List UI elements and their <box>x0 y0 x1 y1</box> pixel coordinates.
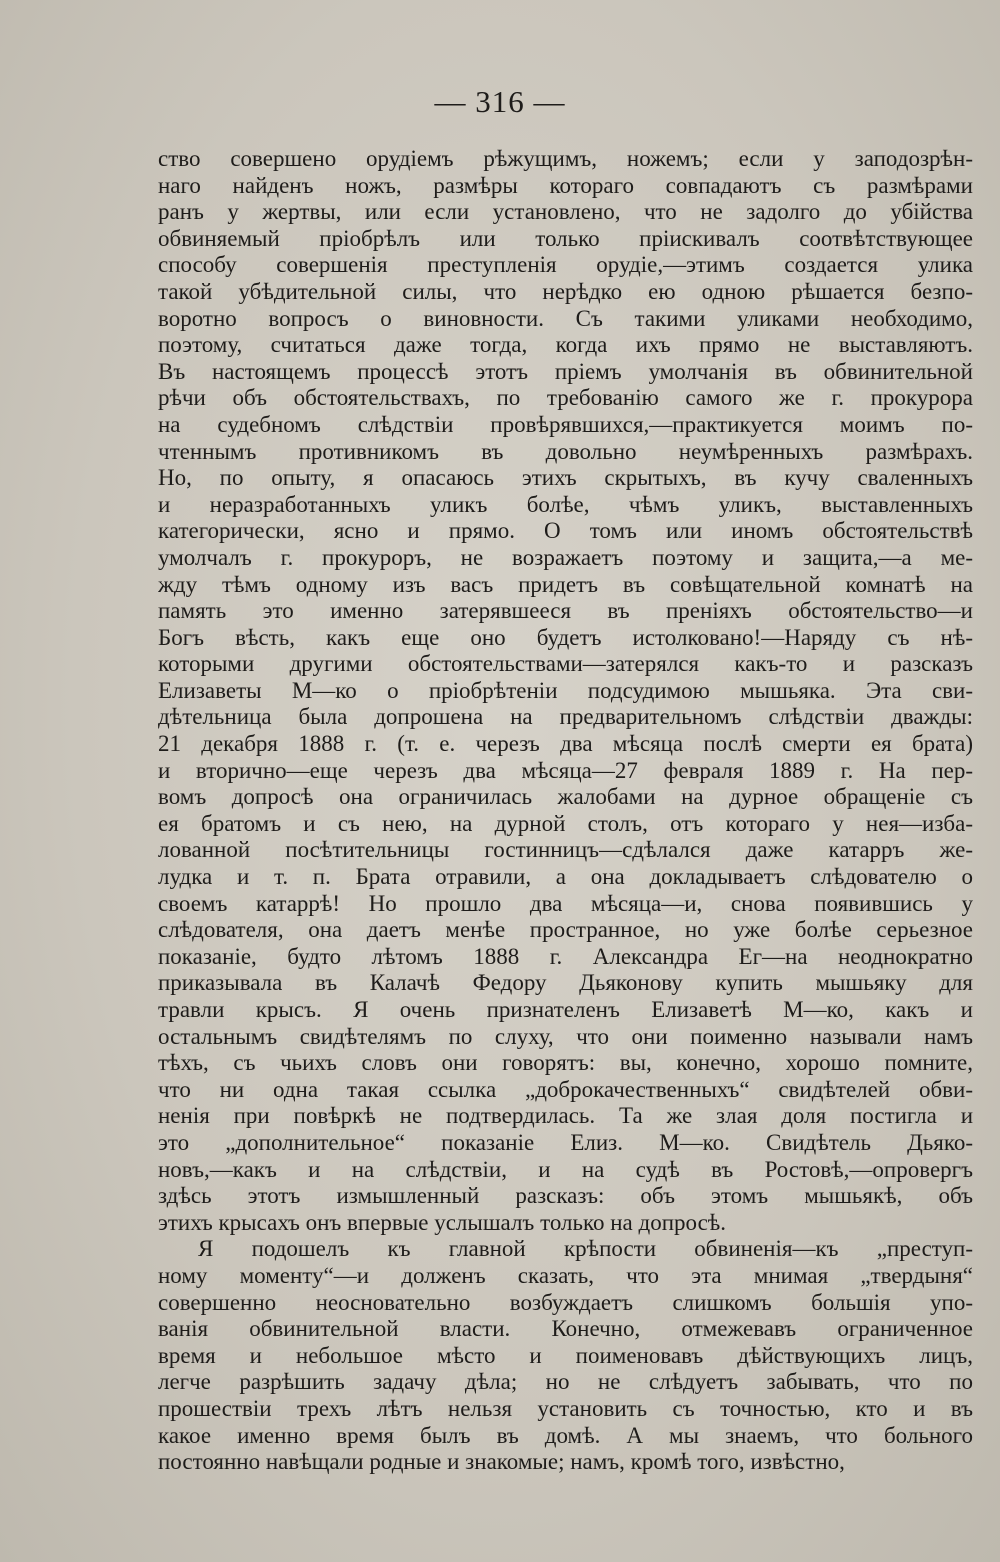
text-line: постоянно навѣщали родные и знакомые; намъ, кромѣ того, извѣстно, <box>158 1449 845 1475</box>
text-line: воротно вопросъ о виновности. Съ такими уликами необходимо, <box>158 305 973 331</box>
text-line: обвиняемый пріобрѣлъ или только пріискивалъ соотвѣтствующее <box>158 225 973 251</box>
text-line: ванія обвинительной власти. Конечно, отмежевавъ ограниченное <box>158 1316 973 1342</box>
text-line: это „дополнительное“ показаніе Елиз. М—ко. Свидѣтель Дьяко- <box>158 1129 973 1155</box>
text-line: остальнымъ свидѣтелямъ по слуху, что они поименно называли намъ <box>158 1023 973 1049</box>
text-line: время и небольшое мѣсто и поименовавъ дѣйствующихъ лицъ, <box>158 1342 973 1368</box>
text-line: Елизаветы М—ко о пріобрѣтеніи подсудимою мышьяка. Эта сви- <box>158 677 973 703</box>
text-line: жду тѣмъ одному изъ васъ придетъ въ совѣщательной комнатѣ на <box>158 571 973 597</box>
body-text <box>158 146 973 1476</box>
text-line: легче разрѣшить задачу дѣла; но не слѣдуетъ забывать, что по <box>158 1369 973 1395</box>
text-line: что ни одна такая ссылка „доброкачественныхъ“ свидѣтелей обви- <box>158 1076 973 1102</box>
text-line: Въ настоящемъ процессѣ этотъ пріемъ умолчанія въ обвинительной <box>158 358 973 384</box>
text-line: которыми другими обстоятельствами—затерялся какъ-то и разсказъ <box>158 651 973 677</box>
text-line: умолчалъ г. прокуроръ, не возражаетъ поэтому и защита,—а ме- <box>158 544 973 570</box>
page-number: — 316 — <box>434 84 566 119</box>
text-line: наго найденъ ножъ, размѣры котораго совпадаютъ съ размѣрами <box>158 172 973 198</box>
text-line: Я подошелъ къ главной крѣпости обвиненія—къ „преступ- <box>198 1236 973 1262</box>
text-line: лованной посѣтительницы гостинницъ—сдѣлался даже катарръ же- <box>158 837 973 863</box>
text-line: 21 декабря 1888 г. (т. е. черезъ два мѣсяца послѣ смерти ея брата) <box>158 731 973 757</box>
text-line: этихъ крысахъ онъ впервые услышалъ только на допросѣ. <box>158 1209 727 1235</box>
text-line: вомъ допросѣ она ограничилась жалобами на дурное обращеніе съ <box>158 784 973 810</box>
text-line: ство совершено орудіемъ рѣжущимъ, ножемъ; если у заподозрѣн- <box>158 146 973 171</box>
text-line: прошествіи трехъ лѣтъ нельзя установить съ точностью, кто и въ <box>158 1395 973 1421</box>
text-line: ея братомъ и съ нею, на дурной столъ, отъ котораго у нея—изба- <box>158 810 973 836</box>
text-line: совершенно неосновательно возбуждаетъ слишкомъ большія упо- <box>158 1289 973 1315</box>
text-line: своемъ катаррѣ! Но прошло два мѣсяца—и, снова появившись у <box>158 890 973 916</box>
text-line: ранъ у жертвы, или если установлено, что не задолго до убійства <box>158 199 973 225</box>
text-line: показаніе, будто лѣтомъ 1888 г. Александра Ег—на неоднократно <box>158 943 973 969</box>
text-line: здѣсь этотъ измышленный разсказъ: объ этомъ мышьякѣ, объ <box>158 1183 973 1209</box>
text-line: дѣтельница была допрошена на предварительномъ слѣдствіи дважды: <box>158 704 973 730</box>
text-line: способу совершенія преступленія орудіе,—этимъ создается улика <box>158 252 973 278</box>
text-line: и вторично—еще черезъ два мѣсяца—27 февраля 1889 г. На пер- <box>158 757 973 783</box>
text-line: и неразработанныхъ уликъ болѣе, чѣмъ уликъ, выставленныхъ <box>158 491 973 517</box>
text-line: травли крысъ. Я очень признателенъ Елизаветѣ М—ко, какъ и <box>158 997 973 1022</box>
text-line: память это именно затерявшееся въ преніяхъ обстоятельство—и <box>158 598 973 624</box>
text-line: поэтому, считаться даже тогда, когда ихъ прямо не выставляютъ. <box>158 332 973 358</box>
text-line: на судебномъ слѣдствіи провѣрявшихся,—практикуется моимъ по- <box>158 411 973 437</box>
text-line: чтеннымъ противникомъ въ довольно неумѣренныхъ размѣрахъ. <box>158 438 973 464</box>
text-line: новъ,—какъ и на слѣдствіи, и на судѣ въ Ростовѣ,—опровергъ <box>158 1156 973 1182</box>
text-line: категорически, ясно и прямо. О томъ или иномъ обстоятельствѣ <box>158 518 973 544</box>
text-line: рѣчи объ обстоятельствахъ, по требованію самого же г. прокурора <box>158 385 973 411</box>
text-line: лудка и т. п. Брата отравили, а она докладываетъ слѣдователю о <box>158 864 973 890</box>
text-line: тѣхъ, съ чьихъ словъ они говорятъ: вы, конечно, хорошо помните, <box>158 1050 973 1076</box>
text-line: такой убѣдительной силы, что нерѣдко ею одною рѣшается безпо- <box>158 278 973 304</box>
text-line: Но, по опыту, я опасаюсь этихъ скрытыхъ, въ кучу сваленныхъ <box>158 465 973 491</box>
text-line: ному моменту“—и долженъ сказать, что эта мнимая „твердыня“ <box>158 1262 973 1288</box>
text-line: Богъ вѣсть, какъ еще оно будетъ истолковано!—Наряду съ нѣ- <box>158 624 973 650</box>
text-line: слѣдователя, она даетъ менѣе пространное, но уже болѣе серьезное <box>158 917 973 943</box>
text-line: приказывала въ Калачѣ Федору Дьяконову купить мышьяку для <box>158 970 973 996</box>
text-line: ненія при повѣркѣ не подтвердилась. Та же злая доля постигла и <box>158 1103 973 1129</box>
text-line: какое именно время былъ въ домѣ. А мы знаемъ, что больного <box>158 1422 973 1448</box>
